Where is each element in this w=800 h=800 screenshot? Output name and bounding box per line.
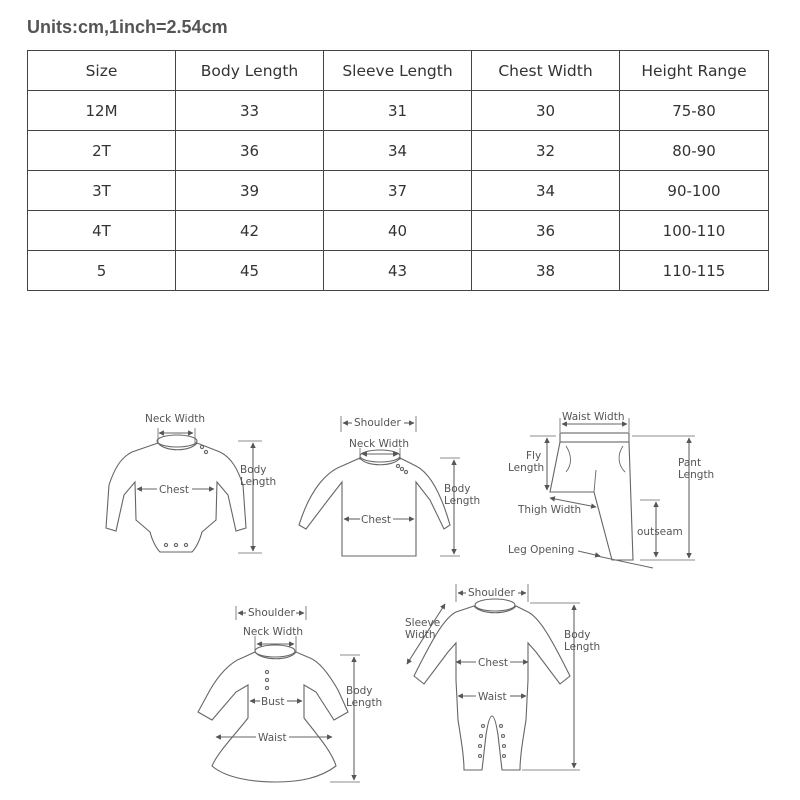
bodysuit-neck-width-label: Neck Width bbox=[145, 413, 206, 425]
dress-neck-width-label: Neck Width bbox=[243, 626, 304, 638]
pants-pant-length-label: Pant bbox=[678, 457, 702, 469]
cell-body-length: 33 bbox=[176, 91, 324, 131]
cell-sleeve-length: 31 bbox=[324, 91, 472, 131]
cell-chest-width: 30 bbox=[472, 91, 620, 131]
bodysuit-body-length-label: Body bbox=[240, 464, 267, 476]
cell-sleeve-length: 43 bbox=[324, 251, 472, 291]
dress-waist-label: Waist bbox=[258, 732, 287, 744]
header-sleeve-length: Sleeve Length bbox=[324, 51, 472, 91]
cell-sleeve-length: 34 bbox=[324, 131, 472, 171]
romper-body-length-label-2: Length bbox=[564, 641, 601, 653]
romper-outline-icon bbox=[414, 606, 570, 770]
cell-body-length: 45 bbox=[176, 251, 324, 291]
bodysuit-outline-icon bbox=[106, 443, 246, 552]
shirt-shoulder-label: Shoulder bbox=[354, 417, 401, 429]
bodysuit-body-length-label-2: Length bbox=[240, 476, 277, 488]
romper-shoulder-label: Shoulder bbox=[468, 587, 515, 599]
dress-shoulder-label: Shoulder bbox=[248, 607, 295, 619]
cell-chest-width: 32 bbox=[472, 131, 620, 171]
shirt-chest-label: Chest bbox=[361, 514, 392, 526]
dress-body-length-label-2: Length bbox=[346, 697, 383, 709]
cell-height-range: 100-110 bbox=[620, 211, 769, 251]
shirt-collar-icon bbox=[360, 450, 400, 462]
cell-chest-width: 38 bbox=[472, 251, 620, 291]
pants-pant-length-label-2: Length bbox=[678, 469, 715, 481]
cell-height-range: 90-100 bbox=[620, 171, 769, 211]
pants-fly-length-label-2: Length bbox=[508, 462, 545, 474]
pants-outseam-label: outseam bbox=[637, 526, 683, 538]
cell-height-range: 80-90 bbox=[620, 131, 769, 171]
cell-size: 12M bbox=[28, 91, 176, 131]
dress-bust-label: Bust bbox=[261, 696, 285, 708]
cell-size: 4T bbox=[28, 211, 176, 251]
pants-outline-icon bbox=[550, 442, 633, 560]
dress-body-length-label: Body bbox=[346, 685, 373, 697]
shirt-body-length-label-2: Length bbox=[444, 495, 481, 507]
romper-collar-icon bbox=[475, 599, 515, 611]
dress-outline-icon bbox=[198, 652, 348, 782]
cell-size: 5 bbox=[28, 251, 176, 291]
pants-waist-width-label: Waist Width bbox=[562, 411, 625, 423]
cell-body-length: 36 bbox=[176, 131, 324, 171]
dress-collar-icon bbox=[255, 645, 295, 657]
pants-thigh-width-label: Thigh Width bbox=[518, 504, 582, 516]
shirt-diagram bbox=[299, 416, 460, 556]
cell-chest-width: 36 bbox=[472, 211, 620, 251]
cell-height-range: 110-115 bbox=[620, 251, 769, 291]
header-size: Size bbox=[28, 51, 176, 91]
cell-size: 2T bbox=[28, 131, 176, 171]
romper-sleeve-width-label: Sleeve bbox=[405, 617, 441, 629]
romper-body-length-label: Body bbox=[564, 629, 591, 641]
header-height-range: Height Range bbox=[620, 51, 769, 91]
pants-waistband-icon bbox=[560, 433, 629, 442]
shirt-body-length-label: Body bbox=[444, 483, 471, 495]
cell-body-length: 42 bbox=[176, 211, 324, 251]
cell-height-range: 75-80 bbox=[620, 91, 769, 131]
pants-fly-length-label: Fly bbox=[526, 450, 542, 462]
cell-size: 3T bbox=[28, 171, 176, 211]
bodysuit-collar-icon bbox=[157, 435, 197, 447]
cell-sleeve-length: 37 bbox=[324, 171, 472, 211]
shirt-outline-icon bbox=[299, 458, 450, 556]
romper-diagram bbox=[407, 584, 580, 770]
bodysuit-chest-label: Chest bbox=[159, 484, 190, 496]
pants-leg-opening-label: Leg Opening bbox=[508, 544, 575, 556]
header-body-length: Body Length bbox=[176, 51, 324, 91]
cell-chest-width: 34 bbox=[472, 171, 620, 211]
header-chest-width: Chest Width bbox=[472, 51, 620, 91]
shirt-neck-width-label: Neck Width bbox=[349, 438, 410, 450]
romper-chest-label: Chest bbox=[478, 657, 509, 669]
romper-waist-label: Waist bbox=[478, 691, 507, 703]
cell-sleeve-length: 40 bbox=[324, 211, 472, 251]
cell-body-length: 39 bbox=[176, 171, 324, 211]
romper-sleeve-width-label-2: Width bbox=[405, 629, 436, 641]
units-note: Units:cm,1inch=2.54cm bbox=[27, 17, 228, 37]
